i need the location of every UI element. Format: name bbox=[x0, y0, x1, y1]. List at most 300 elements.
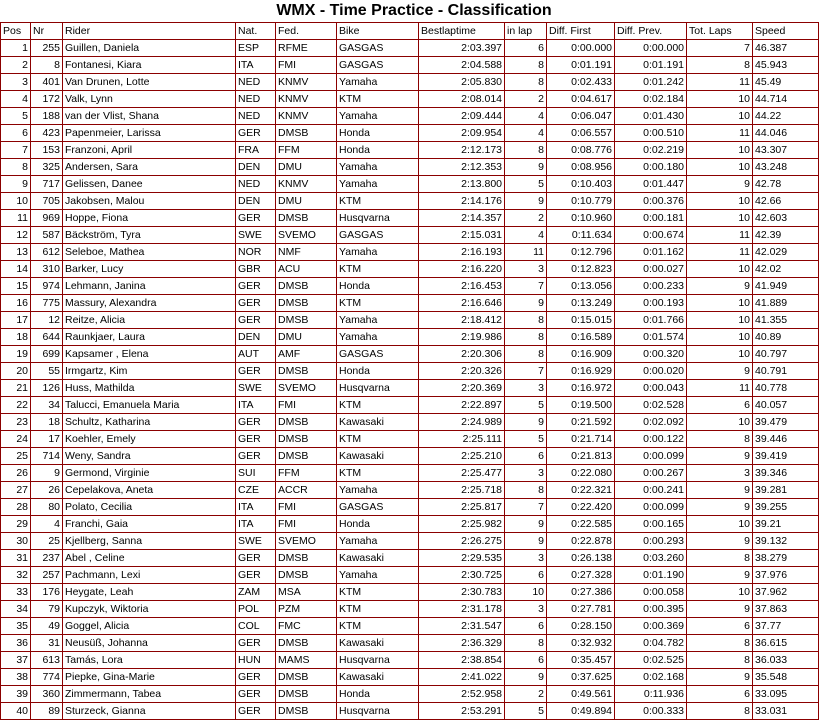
cell-bestlaptime: 2:03.397 bbox=[419, 40, 505, 57]
cell-diff-prev: 0:00.395 bbox=[615, 601, 687, 618]
cell-in-lap: 2 bbox=[505, 210, 547, 227]
cell-nr: 89 bbox=[31, 703, 63, 720]
cell-bike: Yamaha bbox=[337, 159, 419, 176]
table-row bbox=[1, 40, 819, 57]
cell-tot-laps: 8 bbox=[687, 652, 753, 669]
cell-bestlaptime: 2:25.477 bbox=[419, 465, 505, 482]
cell-rider: Weny, Sandra bbox=[63, 448, 236, 465]
cell-diff-first: 0:27.328 bbox=[547, 567, 615, 584]
cell-diff-first: 0:16.909 bbox=[547, 346, 615, 363]
cell-fed: DMU bbox=[276, 329, 337, 346]
cell-nr: 587 bbox=[31, 227, 63, 244]
cell-in-lap: 8 bbox=[505, 74, 547, 91]
cell-speed: 37.77 bbox=[753, 618, 819, 635]
cell-diff-first: 0:16.589 bbox=[547, 329, 615, 346]
cell-fed: SVEMO bbox=[276, 533, 337, 550]
cell-nr: 613 bbox=[31, 652, 63, 669]
cell-diff-prev: 0:11.936 bbox=[615, 686, 687, 703]
cell-diff-prev: 0:00.293 bbox=[615, 533, 687, 550]
cell-diff-prev: 0:02.219 bbox=[615, 142, 687, 159]
cell-bestlaptime: 2:12.173 bbox=[419, 142, 505, 159]
cell-speed: 46.387 bbox=[753, 40, 819, 57]
cell-nat: ITA bbox=[236, 516, 276, 533]
cell-rider: Abel , Celine bbox=[63, 550, 236, 567]
cell-tot-laps: 8 bbox=[687, 635, 753, 652]
cell-nr: 360 bbox=[31, 686, 63, 703]
cell-nat: DEN bbox=[236, 159, 276, 176]
cell-speed: 44.046 bbox=[753, 125, 819, 142]
cell-rider: Pachmann, Lexi bbox=[63, 567, 236, 584]
cell-rider: Fontanesi, Kiara bbox=[63, 57, 236, 74]
cell-speed: 43.307 bbox=[753, 142, 819, 159]
cell-nr: 612 bbox=[31, 244, 63, 261]
cell-nr: 12 bbox=[31, 312, 63, 329]
cell-rider: Zimmermann, Tabea bbox=[63, 686, 236, 703]
cell-pos: 40 bbox=[1, 703, 31, 720]
cell-bestlaptime: 2:25.718 bbox=[419, 482, 505, 499]
column-header-tot-laps: Tot. Laps bbox=[687, 23, 753, 40]
cell-in-lap: 3 bbox=[505, 380, 547, 397]
cell-nat: GER bbox=[236, 125, 276, 142]
cell-rider: Kjellberg, Sanna bbox=[63, 533, 236, 550]
cell-nat: ITA bbox=[236, 57, 276, 74]
cell-tot-laps: 10 bbox=[687, 108, 753, 125]
cell-bestlaptime: 2:13.800 bbox=[419, 176, 505, 193]
cell-bike: Yamaha bbox=[337, 176, 419, 193]
column-header-bestlaptime: Bestlaptime bbox=[419, 23, 505, 40]
cell-bestlaptime: 2:30.783 bbox=[419, 584, 505, 601]
cell-diff-prev: 0:01.190 bbox=[615, 567, 687, 584]
cell-fed: DMSB bbox=[276, 125, 337, 142]
cell-nat: HUN bbox=[236, 652, 276, 669]
table-row bbox=[1, 618, 819, 635]
cell-diff-prev: 0:00.099 bbox=[615, 499, 687, 516]
table-row bbox=[1, 601, 819, 618]
cell-fed: DMSB bbox=[276, 686, 337, 703]
table-row bbox=[1, 210, 819, 227]
cell-diff-first: 0:12.823 bbox=[547, 261, 615, 278]
cell-pos: 30 bbox=[1, 533, 31, 550]
cell-pos: 15 bbox=[1, 278, 31, 295]
cell-speed: 39.479 bbox=[753, 414, 819, 431]
cell-diff-prev: 0:00.267 bbox=[615, 465, 687, 482]
cell-nat: CZE bbox=[236, 482, 276, 499]
cell-speed: 41.889 bbox=[753, 295, 819, 312]
cell-rider: Papenmeier, Larissa bbox=[63, 125, 236, 142]
cell-diff-first: 0:06.557 bbox=[547, 125, 615, 142]
cell-nr: 974 bbox=[31, 278, 63, 295]
cell-bestlaptime: 2:16.220 bbox=[419, 261, 505, 278]
cell-rider: Talucci, Emanuela Maria bbox=[63, 397, 236, 414]
cell-nr: 401 bbox=[31, 74, 63, 91]
cell-in-lap: 6 bbox=[505, 40, 547, 57]
column-header-nat: Nat. bbox=[236, 23, 276, 40]
cell-in-lap: 7 bbox=[505, 499, 547, 516]
cell-in-lap: 6 bbox=[505, 448, 547, 465]
cell-pos: 23 bbox=[1, 414, 31, 431]
cell-tot-laps: 11 bbox=[687, 380, 753, 397]
cell-speed: 40.791 bbox=[753, 363, 819, 380]
cell-nr: 49 bbox=[31, 618, 63, 635]
cell-in-lap: 3 bbox=[505, 261, 547, 278]
cell-bestlaptime: 2:41.022 bbox=[419, 669, 505, 686]
cell-nr: 423 bbox=[31, 125, 63, 142]
cell-rider: Irmgartz, Kim bbox=[63, 363, 236, 380]
cell-rider: Goggel, Alicia bbox=[63, 618, 236, 635]
cell-diff-prev: 0:02.184 bbox=[615, 91, 687, 108]
cell-bike: GASGAS bbox=[337, 346, 419, 363]
cell-bestlaptime: 2:15.031 bbox=[419, 227, 505, 244]
cell-diff-prev: 0:00.233 bbox=[615, 278, 687, 295]
table-body bbox=[1, 40, 819, 720]
cell-nat: AUT bbox=[236, 346, 276, 363]
table-row bbox=[1, 91, 819, 108]
cell-pos: 13 bbox=[1, 244, 31, 261]
cell-tot-laps: 10 bbox=[687, 210, 753, 227]
cell-diff-prev: 0:01.191 bbox=[615, 57, 687, 74]
cell-bestlaptime: 2:14.176 bbox=[419, 193, 505, 210]
cell-nr: 153 bbox=[31, 142, 63, 159]
cell-diff-first: 0:00.000 bbox=[547, 40, 615, 57]
cell-diff-first: 0:10.779 bbox=[547, 193, 615, 210]
cell-bike: Honda bbox=[337, 278, 419, 295]
cell-bike: GASGAS bbox=[337, 499, 419, 516]
cell-nat: ESP bbox=[236, 40, 276, 57]
cell-diff-prev: 0:01.162 bbox=[615, 244, 687, 261]
cell-in-lap: 5 bbox=[505, 176, 547, 193]
cell-bestlaptime: 2:53.291 bbox=[419, 703, 505, 720]
cell-tot-laps: 11 bbox=[687, 125, 753, 142]
cell-in-lap: 6 bbox=[505, 567, 547, 584]
cell-nat: GER bbox=[236, 448, 276, 465]
cell-pos: 7 bbox=[1, 142, 31, 159]
cell-speed: 33.031 bbox=[753, 703, 819, 720]
table-row bbox=[1, 244, 819, 261]
cell-nr: 310 bbox=[31, 261, 63, 278]
header-row bbox=[1, 23, 819, 40]
cell-nat: NED bbox=[236, 108, 276, 125]
cell-in-lap: 4 bbox=[505, 125, 547, 142]
cell-rider: Andersen, Sara bbox=[63, 159, 236, 176]
cell-diff-prev: 0:00.510 bbox=[615, 125, 687, 142]
table-row bbox=[1, 108, 819, 125]
cell-speed: 42.66 bbox=[753, 193, 819, 210]
cell-nr: 34 bbox=[31, 397, 63, 414]
cell-in-lap: 9 bbox=[505, 516, 547, 533]
cell-bike: Honda bbox=[337, 363, 419, 380]
cell-bestlaptime: 2:20.306 bbox=[419, 346, 505, 363]
cell-diff-first: 0:21.714 bbox=[547, 431, 615, 448]
cell-rider: Koehler, Emely bbox=[63, 431, 236, 448]
cell-nr: 237 bbox=[31, 550, 63, 567]
cell-pos: 29 bbox=[1, 516, 31, 533]
cell-diff-first: 0:02.433 bbox=[547, 74, 615, 91]
cell-bike: Honda bbox=[337, 125, 419, 142]
cell-bike: GASGAS bbox=[337, 40, 419, 57]
cell-speed: 35.548 bbox=[753, 669, 819, 686]
cell-speed: 39.281 bbox=[753, 482, 819, 499]
cell-fed: DMSB bbox=[276, 278, 337, 295]
cell-diff-prev: 0:00.193 bbox=[615, 295, 687, 312]
cell-diff-prev: 0:01.574 bbox=[615, 329, 687, 346]
cell-diff-prev: 0:00.027 bbox=[615, 261, 687, 278]
table-row bbox=[1, 414, 819, 431]
cell-diff-prev: 0:03.260 bbox=[615, 550, 687, 567]
cell-fed: FFM bbox=[276, 465, 337, 482]
column-header-nr: Nr bbox=[31, 23, 63, 40]
cell-pos: 17 bbox=[1, 312, 31, 329]
cell-bike: Yamaha bbox=[337, 329, 419, 346]
cell-bike: Kawasaki bbox=[337, 448, 419, 465]
cell-tot-laps: 8 bbox=[687, 550, 753, 567]
table-row bbox=[1, 227, 819, 244]
cell-speed: 42.603 bbox=[753, 210, 819, 227]
cell-rider: Lehmann, Janina bbox=[63, 278, 236, 295]
cell-fed: DMSB bbox=[276, 635, 337, 652]
table-row bbox=[1, 278, 819, 295]
cell-bike: Honda bbox=[337, 686, 419, 703]
cell-diff-first: 0:19.500 bbox=[547, 397, 615, 414]
cell-pos: 1 bbox=[1, 40, 31, 57]
cell-in-lap: 4 bbox=[505, 227, 547, 244]
cell-pos: 16 bbox=[1, 295, 31, 312]
cell-in-lap: 10 bbox=[505, 584, 547, 601]
cell-bike: KTM bbox=[337, 618, 419, 635]
cell-diff-first: 0:13.249 bbox=[547, 295, 615, 312]
cell-speed: 41.355 bbox=[753, 312, 819, 329]
cell-fed: DMSB bbox=[276, 703, 337, 720]
cell-fed: AMF bbox=[276, 346, 337, 363]
cell-nat: GBR bbox=[236, 261, 276, 278]
cell-rider: Kupczyk, Wiktoria bbox=[63, 601, 236, 618]
cell-diff-prev: 0:00.376 bbox=[615, 193, 687, 210]
cell-pos: 35 bbox=[1, 618, 31, 635]
cell-speed: 45.943 bbox=[753, 57, 819, 74]
cell-diff-prev: 0:02.168 bbox=[615, 669, 687, 686]
cell-diff-first: 0:22.420 bbox=[547, 499, 615, 516]
cell-tot-laps: 9 bbox=[687, 482, 753, 499]
cell-fed: RFME bbox=[276, 40, 337, 57]
cell-nat: GER bbox=[236, 567, 276, 584]
cell-tot-laps: 11 bbox=[687, 244, 753, 261]
cell-nat: ITA bbox=[236, 499, 276, 516]
cell-speed: 40.89 bbox=[753, 329, 819, 346]
cell-tot-laps: 10 bbox=[687, 329, 753, 346]
cell-tot-laps: 10 bbox=[687, 159, 753, 176]
cell-rider: Gelissen, Danee bbox=[63, 176, 236, 193]
cell-fed: KNMV bbox=[276, 91, 337, 108]
cell-bike: KTM bbox=[337, 465, 419, 482]
cell-pos: 37 bbox=[1, 652, 31, 669]
cell-diff-first: 0:37.625 bbox=[547, 669, 615, 686]
cell-in-lap: 7 bbox=[505, 278, 547, 295]
cell-diff-prev: 0:00.058 bbox=[615, 584, 687, 601]
cell-in-lap: 9 bbox=[505, 669, 547, 686]
cell-tot-laps: 9 bbox=[687, 176, 753, 193]
cell-tot-laps: 3 bbox=[687, 465, 753, 482]
cell-nat: GER bbox=[236, 363, 276, 380]
cell-in-lap: 8 bbox=[505, 635, 547, 652]
cell-tot-laps: 9 bbox=[687, 567, 753, 584]
cell-diff-first: 0:27.781 bbox=[547, 601, 615, 618]
cell-bike: Kawasaki bbox=[337, 550, 419, 567]
cell-fed: DMSB bbox=[276, 295, 337, 312]
cell-nr: 257 bbox=[31, 567, 63, 584]
cell-nr: 699 bbox=[31, 346, 63, 363]
cell-nr: 176 bbox=[31, 584, 63, 601]
cell-nr: 325 bbox=[31, 159, 63, 176]
cell-diff-first: 0:06.047 bbox=[547, 108, 615, 125]
cell-diff-first: 0:49.561 bbox=[547, 686, 615, 703]
cell-speed: 44.22 bbox=[753, 108, 819, 125]
cell-in-lap: 3 bbox=[505, 601, 547, 618]
cell-in-lap: 6 bbox=[505, 652, 547, 669]
table-row bbox=[1, 499, 819, 516]
table-row bbox=[1, 669, 819, 686]
cell-bike: Kawasaki bbox=[337, 414, 419, 431]
cell-in-lap: 3 bbox=[505, 550, 547, 567]
column-header-bike: Bike bbox=[337, 23, 419, 40]
cell-in-lap: 9 bbox=[505, 295, 547, 312]
cell-speed: 42.78 bbox=[753, 176, 819, 193]
cell-bestlaptime: 2:04.588 bbox=[419, 57, 505, 74]
cell-speed: 37.863 bbox=[753, 601, 819, 618]
cell-pos: 28 bbox=[1, 499, 31, 516]
cell-nat: NED bbox=[236, 91, 276, 108]
cell-diff-prev: 0:00.180 bbox=[615, 159, 687, 176]
cell-bestlaptime: 2:08.014 bbox=[419, 91, 505, 108]
cell-diff-prev: 0:01.242 bbox=[615, 74, 687, 91]
cell-in-lap: 11 bbox=[505, 244, 547, 261]
cell-bike: GASGAS bbox=[337, 57, 419, 74]
cell-nat: GER bbox=[236, 414, 276, 431]
cell-pos: 6 bbox=[1, 125, 31, 142]
cell-pos: 31 bbox=[1, 550, 31, 567]
cell-nat: ZAM bbox=[236, 584, 276, 601]
cell-in-lap: 5 bbox=[505, 431, 547, 448]
cell-speed: 33.095 bbox=[753, 686, 819, 703]
cell-speed: 40.797 bbox=[753, 346, 819, 363]
cell-nat: DEN bbox=[236, 329, 276, 346]
cell-diff-first: 0:27.386 bbox=[547, 584, 615, 601]
cell-diff-first: 0:12.796 bbox=[547, 244, 615, 261]
cell-tot-laps: 8 bbox=[687, 703, 753, 720]
cell-diff-prev: 0:01.447 bbox=[615, 176, 687, 193]
table-row bbox=[1, 329, 819, 346]
cell-in-lap: 7 bbox=[505, 363, 547, 380]
cell-rider: Franzoni, April bbox=[63, 142, 236, 159]
cell-tot-laps: 9 bbox=[687, 448, 753, 465]
cell-tot-laps: 9 bbox=[687, 363, 753, 380]
cell-tot-laps: 9 bbox=[687, 499, 753, 516]
cell-bestlaptime: 2:36.329 bbox=[419, 635, 505, 652]
cell-speed: 39.21 bbox=[753, 516, 819, 533]
cell-pos: 3 bbox=[1, 74, 31, 91]
cell-rider: Piepke, Gina-Marie bbox=[63, 669, 236, 686]
cell-bike: Husqvarna bbox=[337, 210, 419, 227]
cell-fed: DMSB bbox=[276, 567, 337, 584]
cell-fed: FMI bbox=[276, 516, 337, 533]
cell-speed: 36.033 bbox=[753, 652, 819, 669]
cell-tot-laps: 9 bbox=[687, 533, 753, 550]
cell-pos: 8 bbox=[1, 159, 31, 176]
cell-nat: SWE bbox=[236, 533, 276, 550]
cell-bestlaptime: 2:09.954 bbox=[419, 125, 505, 142]
cell-in-lap: 8 bbox=[505, 312, 547, 329]
table-row bbox=[1, 635, 819, 652]
cell-nr: 79 bbox=[31, 601, 63, 618]
cell-nat: SWE bbox=[236, 380, 276, 397]
cell-tot-laps: 8 bbox=[687, 57, 753, 74]
cell-speed: 37.962 bbox=[753, 584, 819, 601]
cell-tot-laps: 10 bbox=[687, 584, 753, 601]
cell-nr: 172 bbox=[31, 91, 63, 108]
cell-fed: DMSB bbox=[276, 448, 337, 465]
cell-diff-first: 0:10.403 bbox=[547, 176, 615, 193]
cell-fed: FMI bbox=[276, 499, 337, 516]
cell-rider: Polato, Cecilia bbox=[63, 499, 236, 516]
cell-nr: 25 bbox=[31, 533, 63, 550]
cell-bike: Honda bbox=[337, 142, 419, 159]
table-row bbox=[1, 261, 819, 278]
cell-fed: DMSB bbox=[276, 550, 337, 567]
cell-rider: Valk, Lynn bbox=[63, 91, 236, 108]
cell-fed: DMSB bbox=[276, 669, 337, 686]
cell-diff-first: 0:21.813 bbox=[547, 448, 615, 465]
cell-pos: 12 bbox=[1, 227, 31, 244]
cell-speed: 43.248 bbox=[753, 159, 819, 176]
cell-tot-laps: 9 bbox=[687, 669, 753, 686]
cell-bestlaptime: 2:30.725 bbox=[419, 567, 505, 584]
cell-fed: FMI bbox=[276, 57, 337, 74]
cell-diff-first: 0:22.321 bbox=[547, 482, 615, 499]
cell-diff-first: 0:16.929 bbox=[547, 363, 615, 380]
cell-diff-prev: 0:00.181 bbox=[615, 210, 687, 227]
cell-diff-first: 0:32.932 bbox=[547, 635, 615, 652]
column-header-rider: Rider bbox=[63, 23, 236, 40]
cell-nr: 969 bbox=[31, 210, 63, 227]
cell-tot-laps: 10 bbox=[687, 193, 753, 210]
cell-diff-first: 0:16.972 bbox=[547, 380, 615, 397]
cell-rider: Huss, Mathilda bbox=[63, 380, 236, 397]
cell-rider: Reitze, Alicia bbox=[63, 312, 236, 329]
cell-bestlaptime: 2:19.986 bbox=[419, 329, 505, 346]
cell-nat: COL bbox=[236, 618, 276, 635]
cell-diff-prev: 0:01.430 bbox=[615, 108, 687, 125]
cell-fed: SVEMO bbox=[276, 380, 337, 397]
cell-nat: FRA bbox=[236, 142, 276, 159]
cell-diff-first: 0:01.191 bbox=[547, 57, 615, 74]
cell-tot-laps: 7 bbox=[687, 40, 753, 57]
cell-rider: Schultz, Katharina bbox=[63, 414, 236, 431]
table-row bbox=[1, 448, 819, 465]
cell-nat: NED bbox=[236, 74, 276, 91]
cell-rider: Germond, Virginie bbox=[63, 465, 236, 482]
cell-bestlaptime: 2:16.646 bbox=[419, 295, 505, 312]
cell-tot-laps: 6 bbox=[687, 618, 753, 635]
cell-diff-prev: 0:01.766 bbox=[615, 312, 687, 329]
cell-tot-laps: 11 bbox=[687, 74, 753, 91]
cell-nr: 775 bbox=[31, 295, 63, 312]
cell-rider: Sturzeck, Gianna bbox=[63, 703, 236, 720]
cell-pos: 24 bbox=[1, 431, 31, 448]
cell-diff-prev: 0:00.020 bbox=[615, 363, 687, 380]
cell-pos: 38 bbox=[1, 669, 31, 686]
cell-diff-prev: 0:00.122 bbox=[615, 431, 687, 448]
cell-fed: SVEMO bbox=[276, 227, 337, 244]
cell-tot-laps: 9 bbox=[687, 278, 753, 295]
cell-in-lap: 4 bbox=[505, 108, 547, 125]
